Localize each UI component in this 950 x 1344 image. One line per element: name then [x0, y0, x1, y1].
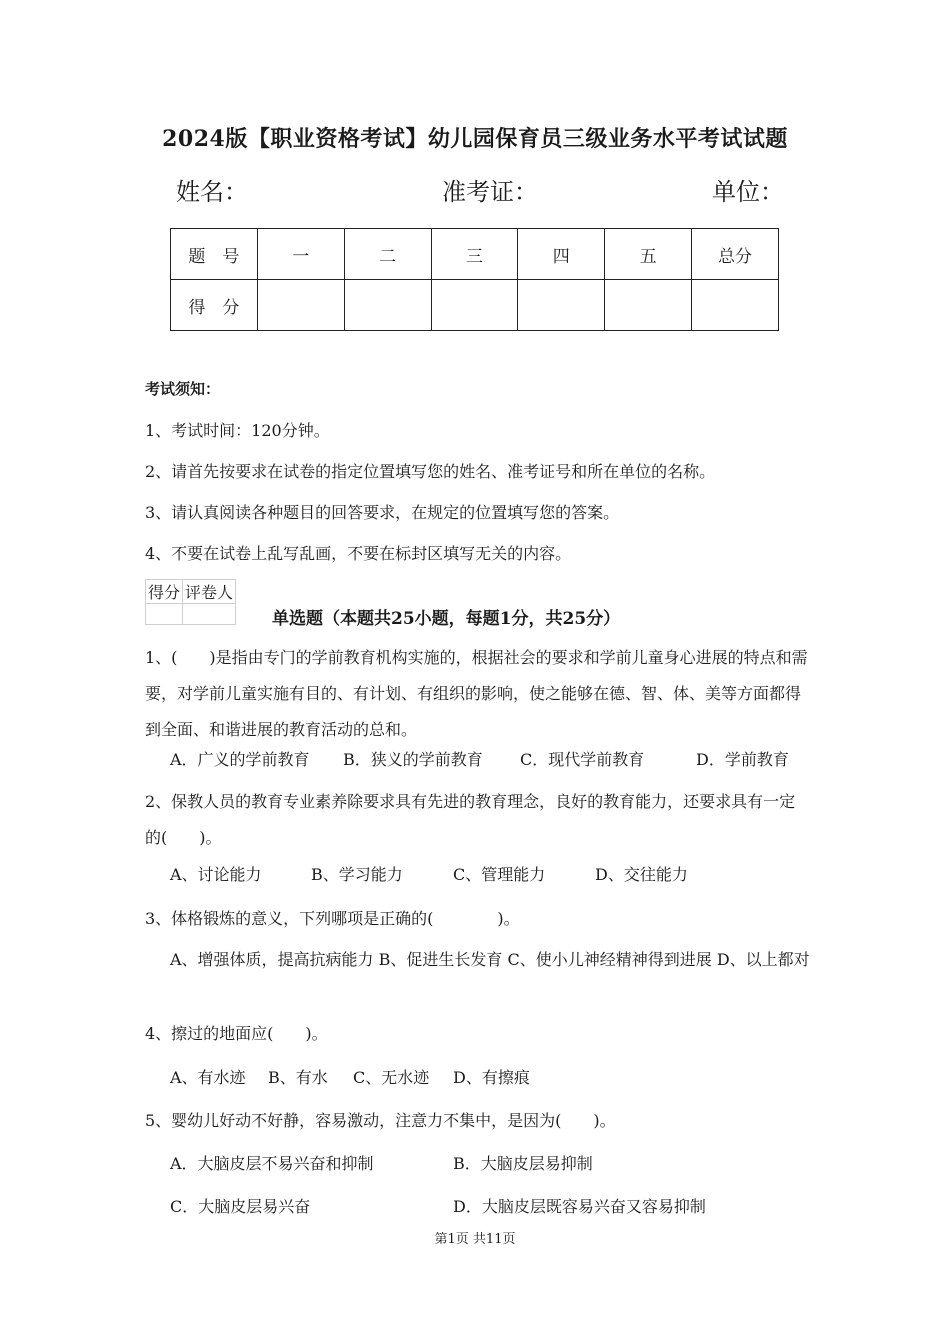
- question-2-option: B、学习能力: [311, 865, 403, 884]
- notice-item: 3、请认真阅读各种题目的回答要求，在规定的位置填写您的答案。: [145, 503, 620, 522]
- section-title: 单选题（本题共25小题，每题1分，共25分）: [272, 609, 621, 629]
- notice-title: 考试须知：: [145, 380, 221, 398]
- score-table-header-row: [171, 229, 779, 280]
- question-3-options: A、增强体质，提高抗病能力 B、促进生长发育 C、使小儿神经精神得到进展 D、以上都对: [170, 950, 810, 969]
- question-4-option: B、有水: [268, 1068, 328, 1087]
- notice-item: 2、请首先按要求在试卷的指定位置填写您的姓名、准考证号和所在单位的名称。: [145, 462, 716, 481]
- notice-item: 1、考试时间：120分钟。: [145, 421, 330, 440]
- question-5-stem: 5、婴幼儿好动不好静，容易激动，注意力不集中，是因为( )。: [145, 1111, 616, 1130]
- notice-item: 4、不要在试卷上乱写乱画，不要在标封区填写无关的内容。: [145, 544, 572, 563]
- question-2-option: D、交往能力: [595, 865, 688, 884]
- score-table-cell: 得 分: [171, 280, 258, 331]
- score-input-cell[interactable]: [518, 280, 605, 331]
- question-1-stem: 1、( )是指由专门的学前教育机构实施的，根据社会的要求和学前儿童身心进展的特点和需要，对学前儿童实施有目的、有计划、有组织的影响，使之能够在德、智、体、美等方面都得到全面、和谐进展的教育活动的总和。: [145, 648, 808, 739]
- question-1-option: B．狭义的学前教育: [343, 750, 483, 769]
- question-4-option: D、有擦痕: [453, 1068, 530, 1087]
- score-input-cell[interactable]: [257, 280, 344, 331]
- question-4-option: A、有水迹: [170, 1068, 246, 1087]
- grader-box: [145, 579, 236, 625]
- name-field-label: 姓名：: [176, 178, 248, 206]
- score-table-cell: 三: [431, 229, 518, 280]
- score-table-cell: 五: [605, 229, 692, 280]
- question-1-option: C．现代学前教育: [520, 750, 645, 769]
- score-table-cell: 四: [518, 229, 605, 280]
- unit-field-label: 单位：: [712, 178, 784, 206]
- score-table-cell: 二: [344, 229, 431, 280]
- question-2-option: C、管理能力: [453, 865, 546, 884]
- grader-box-score-cell[interactable]: [146, 604, 183, 625]
- score-table-cell: 总分: [692, 229, 779, 280]
- question-5-option: D．大脑皮层既容易兴奋又容易抑制: [453, 1197, 706, 1216]
- score-table-score-row: [171, 280, 779, 331]
- score-table-cell: 一: [257, 229, 344, 280]
- question-1-option: D．学前教育: [696, 750, 789, 769]
- score-input-cell[interactable]: [344, 280, 431, 331]
- question-4-stem: 4、擦过的地面应( )。: [145, 1024, 328, 1043]
- question-5-option: A．大脑皮层不易兴奋和抑制: [170, 1154, 374, 1173]
- question-5-option: B．大脑皮层易抑制: [453, 1154, 593, 1173]
- score-input-cell[interactable]: [431, 280, 518, 331]
- score-table-cell: 题 号: [171, 229, 258, 280]
- question-1-option: A．广义的学前教育: [170, 750, 310, 769]
- exam-number-field-label: 准考证：: [442, 178, 538, 206]
- grader-box-score-label: 得分: [146, 580, 183, 604]
- question-5-option: C．大脑皮层易兴奋: [170, 1197, 311, 1216]
- exam-title: 2024版【职业资格考试】幼儿园保育员三级业务水平考试试题: [162, 126, 788, 152]
- question-4-option: C、无水迹: [353, 1068, 430, 1087]
- question-3-stem: 3、体格锻炼的意义，下列哪项是正确的( )。: [145, 909, 520, 928]
- question-2-stem: 2、保教人员的教育专业素养除要求具有先进的教育理念，良好的教育能力，还要求具有一定的( )。: [145, 792, 796, 847]
- question-2-option: A、讨论能力: [170, 865, 262, 884]
- grader-box-grader-cell[interactable]: [183, 604, 236, 625]
- page-footer: 第1页 共11页: [434, 1232, 516, 1247]
- score-input-cell[interactable]: [692, 280, 779, 331]
- grader-box-grader-label: 评卷人: [183, 580, 236, 604]
- score-table: [170, 228, 779, 331]
- score-input-cell[interactable]: [605, 280, 692, 331]
